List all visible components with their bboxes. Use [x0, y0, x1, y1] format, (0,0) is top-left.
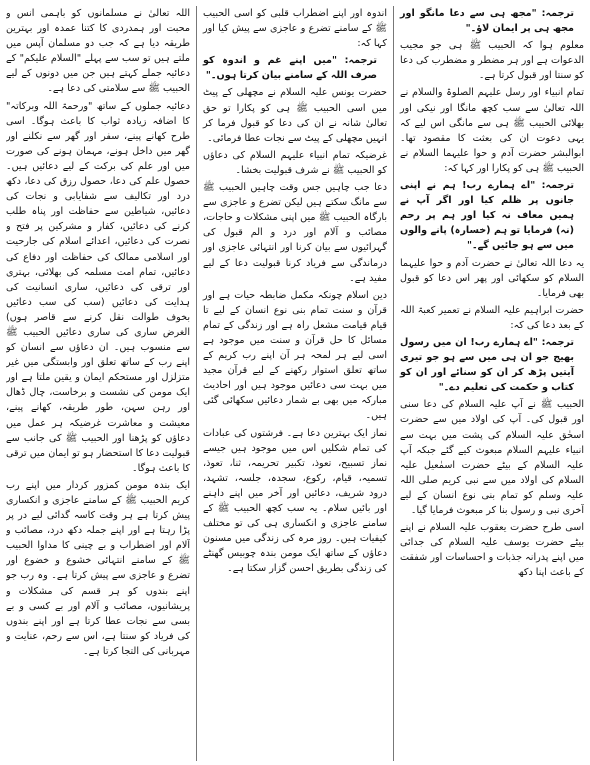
text-paragraph: حضرت یونس علیہ السلام نے مچھلی کے پیٹ میں اسی الحبیب ﷺ ہی کو پکارا تو حق تعالیٰ شانہ نے ان کی دعا کو قبول فرما کر انہیں مچھلی کے پیٹ سے نجات عطا فرمائی۔: [203, 87, 387, 144]
text-paragraph: اندوہ اور اپنے اضطراب قلبی کو اسی الحبیب ﷺ کے سامنے تضرع و عاجزی سے پیش کیا اور کہا کہ:: [203, 8, 387, 50]
translation-paragraph: ترجمہ: "مجھ ہی سے دعا مانگو اور مجھ ہی پر ایمان لاؤ۔": [400, 8, 574, 35]
translation-paragraph: ترجمہ: "میں اپنے غم و اندوہ کو صرف اللہ کے سامنے بیان کرتا ہوں۔": [203, 55, 377, 82]
translation-paragraph: ترجمہ: "اے ہمارے رب! ان میں رسول بھیج جو ان ہی میں سے ہو جو تیری آیتیں پڑھ کر ان کو سنائے اور ان کو کتاب و حکمت کی تعلیم دے۔": [400, 336, 574, 394]
text-paragraph: دین اسلام چونکہ مکمل ضابطہ حیات ہے اور قرآن و سنت تمام بنی نوع انسان کے لیے تا قیام قیامت مشعل راہ ہے اور زندگی کے تمام مسائل کا حل قرآن و سنت میں موجود ہے اسی لیے ہر لمحہ ہر آن اپنے رب کریم کے ساتھ تعلق استوار رکھنے کے لیے قرآن مجید میں بہت سی دعائیں موجود ہیں اور احادیث مبارکہ میں بھی بے شمار دعائیں سکھائی گئی ہیں۔: [203, 289, 387, 422]
text-paragraph: الحبیب ﷺ نے آپ علیہ السلام کی دعا سنی اور قبول کی۔ آپ کی اولاد میں سے حضرت اسحٰق علیہ السلام کی پشت میں بہت سے انبیاء علیہم السلام مبعوث کیے گئے جبکہ آپ علیہ السلام کے بیٹے حضرت اسمٰعیل علیہ السلام کی اولاد میں سے نبی کریم صلی اللہ علیہ وسلم کو تمام بنی نوع انسان کے لیے آخری نبی و رسول بنا کر مبعوث فرمایا گیا۔: [400, 399, 584, 516]
translation-paragraph: ترجمہ: "اے ہمارے رب! ہم نے اپنی جانوں پر ظلم کیا اور اگر آپ نے ہمیں معاف نہ کیا اور ہم پر رحم (نہ) فرمایا تو ہم (خسارہ) پانے والوں میں سے ہو جائیں گے۔": [400, 180, 574, 252]
column-left: [6, 6, 190, 761]
text-paragraph: معلوم ہوا کہ الحبیب ﷺ ہی جو مجیب الدعوات ہے اور ہر مضطر و مضطرب کی دعا کو سنتا اور قبول کرتا ہے۔: [400, 40, 584, 82]
column-right: [393, 6, 584, 761]
text-paragraph: حضرت ابراہیم علیہ السلام نے تعمیر کعبۃ اللہ کے بعد دعا کی کہ:: [400, 304, 584, 331]
text-paragraph: ایک بندہ مومن کمزور کردار میں اپنے رب کریم الحبیب ﷺ کے سامنے عاجزی و انکساری پیش کرتا ہے ہر وقت کاسہ گدائی لیے در پر پڑا رہتا ہے اور اپنے جملہ دکھ درد، مصائب و آلام اور اضطراب و بے چینی کا مداوا الحبیب ﷺ کے سامنے انتہائی خشوع و خضوع اور تضرع و عاجزی سے پیش کرتا ہے۔ وہ رب جو اپنے بندوں کو ہر قسم کی مشکلات و پریشانیوں، مصائب و آلام اور بے کسی و بے بسی سے نجات عطا کرتا ہے اور اپنے بندوں کی فریاد کو سنتا ہے، اس سے رحم، عنایت و مہربانی کی التجا کرتا ہے۔: [6, 479, 190, 657]
column-middle: [196, 6, 387, 761]
text-paragraph: یہ دعا اللہ تعالیٰ نے حضرت آدم و حوا علیہما السلام کو سکھائی اور پھر اس دعا کو قبول بھی فرمایا۔: [400, 257, 584, 299]
text-paragraph: تمام انبیاء اور رسل علیہم الصلوۃ والسلام نے اللہ تعالیٰ سے سب کچھ مانگا اور نیکی اور بھلائی الحبیب ﷺ ہی سے مانگی اس لیے کہ یہی دعوت ان کی بعثت کا مقصود تھا۔ ابوالبشر حضرت آدم و حوا علیہما السلام نے الحبیب ﷺ ہی کو پکارا اور کہا کہ:: [400, 87, 584, 174]
text-paragraph: اسی طرح حضرت یعقوب علیہ السلام نے اپنے بیٹے حضرت یوسف علیہ السلام کی جدائی میں اپنے پدرانہ جذبات و احساسات اور شفقت کے باعث اپنا دکھ: [400, 522, 584, 579]
text-paragraph: نماز ایک بہترین دعا ہے۔ فرشتوں کی عبادات کی تمام شکلیں اس میں موجود ہیں جیسے نماز تسبیح، تعوذ، تکبیر تحریمہ، ثنا، تعوذ، تسمیہ، قیام، رکوع، سجدہ، جلسہ، تشہد، درود شریف، دعائیں اور آخر میں اپنے داہنے اور بائیں سلام۔ یہ سب کچھ الحبیب ﷺ کے سامنے عاجزی و انکساری ہی کی تو مختلف کیفیات ہیں۔ روز مرہ کی زندگی میں مسنون دعاؤں کے ساتھ ایک مومن بندہ چوبیس گھنٹے کی زندگی بطریق احسن گزار سکتا ہے۔: [203, 427, 387, 575]
text-paragraph: اللہ تعالیٰ نے مسلمانوں کو باہمی انس و محبت اور ہمدردی کا کتنا عمدہ اور بہترین طریقہ دیا ہے کہ جب دو مسلمان آپس میں ملتے ہیں تو سب سے پہلے "السلام علیکم" کے دعائیہ جملے کہتے ہیں جن میں دونوں کے لیے الحبیب ﷺ سے سلامتی کی دعا ہے۔: [6, 8, 190, 95]
text-paragraph: دعائیہ جملوں کے ساتھ "ورحمۃ اللہ وبرکاتہ" کا اضافہ زیادہ ثواب کا باعث ہوگا۔ اسی طرح کھانے پینے، سفر اور گھر سے نکلنے اور گھر میں داخل ہونے، مہمان ہونے کی صورت میں اور علم کی برکت کے لیے دعائیں ہیں۔ حصول علم کی دعا، حصول رزق کی دعا، دکھ درد اور تکالیف سے شفایابی و نجات کی دعائیں، شیاطین سے حفاظت اور پناہ طلب کرنے کی دعائیں، کفار و مشرکین پر فتح و نصرت کی دعائیں، اعدائے اسلام کی جارحیت اور اسلامی ممالک کی حفاظت اور دفاع کی دعائیں، تمام امت مسلمہ کی بھلائی، بہتری اور ترقی کی دعائیں، ساری انسانیت کی ہدایت کی دعائیں (سب کی سب دعائیں بخوف طوالت نقل کرنے سے قاصر ہوں) الغرض ساری کی ساری دعائیں الحبیب ﷺ سے منسوب ہیں۔ ان دعاؤں سے انسان کو اپنے رب کے ساتھ تعلق اور وابستگی میں غیر متزلزل اور مستحکم ایمان و یقین ملتا ہے اور ایک مومن کی نشست و برخاست، چال ڈھال اور رہن سہن، طور طریقہ، کھانے پینے، معیشت و معاشرت غرضیکہ ہر عمل میں دعاؤں کو پڑھنا اور الحبیب ﷺ کی جانب سے قبولیت دعا کا استحضار ہو تو ایمان میں ترقی کا باعث ہوگا۔: [6, 100, 190, 474]
text-paragraph: دعا جب چاہیں جس وقت چاہیں الحبیب ﷺ سے مانگ سکتے ہیں لیکن تضرع و عاجزی سے بارگاہ الحبیب ﷺ میں اپنی مشکلات و حاجات، مصائب و آلام اور درد و الم قبول کی گہرائیوں سے بیان کرنا اور انتہائی عاجزی اور درماندگی سے فریاد کرنا قبولیت دعا کے لیے مفید ہے۔: [203, 182, 387, 284]
text-paragraph: غرضیکہ تمام انبیاء علیہم السلام کی دعاؤں کو الحبیب ﷺ نے شرف قبولیت بخشا۔: [203, 149, 387, 176]
